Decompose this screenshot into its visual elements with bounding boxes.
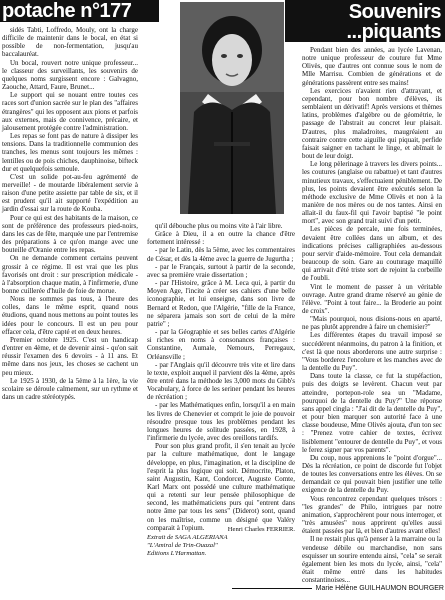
paragraph: - par l'Histoire, grâce à M. Leca qui, à partir du Moyen Age, l'incite à créer ses cahiers d'une belle iconographie, et lui enseigne, dans son livre de Bernard et Redon, que l'Algérie, "fille de la France, ne séparera jamais son sort de celui de la mère patrie" ; — [147, 279, 295, 328]
paragraph: On ne demande comment certains peuvent grossir à ce régime. Il est vrai que les plus favorisés ont droit : sur prescription médicale - à l'absorption chaque matin, à l'infirmerie, d'une bonne cuillerée d'huile de foie de morue. — [2, 254, 138, 295]
paragraph: Nous ne sommes pas tous, à l'heure des colles, dans le même esprit, quand nous étudions, quand nous mettons au point toutes les idées pour le concours. Il est un peu pour effacer cela, d'être capté et en deux heures. — [2, 295, 138, 336]
paragraph: qu'il débouche plus ou moins vite à l'air libre. — [155, 222, 283, 230]
paragraph: - par le Latin, dès la 5ème, avec les commentaires de César, et dès la 4ème avec la guerre de Jugurtha ; — [147, 246, 295, 263]
paragraph: Les exercices n'avaient rien d'attrayant, et cependant, pour bon nombre d'élèves, ils semblaient un dérivatif! Après versions et thèmes latins, problèmes d'algèbre ou de géométrie, le passage de l'abstrait au concret leur plaisait. D'autres, plus maladroites, maugréaient au contraire contre cette aiguille qui piquait, perfide faisait saigner en tachant le linge, et abîmait le bout de leur doigt. — [302, 86, 442, 161]
credit-source: Extrait de SAGA ALGERIANA — [147, 534, 228, 541]
credit-publisher: Editions L'Harmattan. — [147, 550, 207, 557]
paragraph: Du coup, nous apprenions le "point d'orgue"... Dès la récréation, ce point de discorde fut l'objet de toutes les conversations entre les élèves. On se demandait ce qui pouvait bien justifier une telle exigence de la dentelle du Puy. — [302, 453, 442, 495]
paragraph: Le long pèlerinage à travers les divers points... les coutures (anglaise ou rabattue) et tant d'autres minutieux travaux, s'effectuaient péniblement. De plus, les points devaient être exécutés selon la méthode exclusive de Mme Olivès et non à la manière de nos mères ou de nos tantes. Ainsi en allait-il du faux-fil qui l'avoir baptisé "le point mort", avec son grand trait suivi d'un petit. — [302, 160, 442, 226]
author-signature: Henri Charles FERRIER. — [227, 526, 295, 533]
paragraph: Les différentes étapes du travail imposé se succédèrent néanmoins, du patron à la finition, et c'est là que nous aborderons une autre surprise : "Vous borderez l'encolure et les manches avec de la dentelle du Puy". — [302, 331, 442, 373]
paragraph: Un bocal, rouvert notre unique professeur... le classeur des surveillants, les souvenirs de quelques noms surgissent encore : Galvagno, Zaouche, Attard, Faure, Brunet... — [2, 58, 138, 92]
paragraph: sidés Tabti, Loffredo, Mouly, ont la charge difficile de maintenir dans le bocal, en état si possible de non-fermentation, jusqu'au baccalauréat. — [2, 26, 138, 59]
footer-rule — [232, 588, 312, 589]
right-title-line-2: ...piquants — [346, 21, 441, 43]
paragraph: Les repas se font pas de nature à dissiper les tensions. Dans la traditionnelle communion des tranches, les menus sont toujours les mêmes : lentilles ou de pois chiches, dauphinoise, bifteck dur et quelquefois semoule. — [2, 132, 138, 173]
paragraph: Pour son plus grand profit, il s'en tenait au lycée par la culture mathématique, dont le langage développe, en plus, l'imagination, et la discipline de l'esprit la plus logique qui soit. Démocrite, Platon, saint Augustin, Kant, Condorcet, Auguste Comte, Karl Marx ont possédé une culture mathématique qui a retenti sur leur pensée philosophique de second, les mathématiciens purs qui "entrent dans notre âme par tous les sens" (Diderot) sont, quand on les maîtrise, comme un désigné que Valéry comparait à l'opium. — [147, 442, 295, 532]
left-column — [2, 26, 138, 582]
right-column — [302, 46, 442, 585]
paragraph: - par le Français, surtout à partir de la seconde, avec sa première vraie dissertation ; — [147, 262, 295, 279]
paragraph: Vous rencontrez cependant quelques trésors : "les grandes" de Philo, intrigues par notre animation, s'approchèrent pour nous interroger, et "très amusées" nous apprirent qu'elles aussi étaient passées par là, et bien d'autres avant elles! — [302, 494, 442, 536]
paragraph: Pendant bien des années, au lycée Lavenan, notre unique professeur de couture fut Mme Olivès, que d'autres ont connue sous le nom de Mlle Marrisu. Combien de générations et de générations passèrent entre ses mains! — [302, 46, 442, 87]
page-footer — [220, 585, 444, 597]
paragraph: Grâce à Dieu, il a en outre la chance d'être fortement intéressé : — [147, 230, 295, 247]
paragraph: Il ne restait plus qu'à penser à la marraine ou la vendeuse débile ou marchandise, non sans esquisser un sourire entendu ainsi, "cela" se serait également bien les mots du lycée, ainsi, "cela" était même entré dans les habitudes constantinoises... — [302, 535, 442, 585]
paragraph: - par l'Anglais qu'il découvre très vite et lire dans le texte, exploit auquel il parvient dès la 4ème, après être entré dans la méthode les 3,000 mots du Gibb's Vocabulary, à force de les seriner pendant les heures de récréation ; — [147, 360, 295, 402]
paragraph: - par les Mathématiques enfin, lorsqu'il a en main les livres de Chenevier et comprit le joie de pouvoir résoudre presque tous les problèmes pendant les longues heures de solitude passées, en 1928, à l'infirmerie du lycée, avec des oreillons tardifs. — [147, 401, 295, 443]
paragraph: "Mais pourquoi, nous disions-nous en aparté, ne pas plutôt apprendre à faire un chemisier?" — [302, 315, 442, 332]
paragraph: Premier octobre 1925. C'est un handicap d'entrer en 4ème, et de devenir ainsi - qu'on sait réussir l'examen des 6 devoirs - à 11 ans. Et même dans nos jeux, les choses se cachent un peu mieux. — [2, 335, 138, 377]
paragraph: Dans toute la classe, ce fut la stupéfaction, puis des doigts se levèrent. Chacun veut par atteindre, portepon-role sea un "Madame, pourquoi de la dentelle du Puy?" Une réponse sans appel cingla : "J'ai dit de la dentelle du Puy", et pour bien marquer son autorité face à une classe boudeuse, Mme Olivès ajouta, d'un ton sec : "Prenez votre cahier de textes, écrivez lisiblement "entourer de dentelle du Puy", et vous le ferez signer par vos parents". — [302, 372, 442, 454]
paragraph: - par la Géographie et ses belles cartes d'Algérie si riches en noms à consonances françaises : Constantine, Aumale, Nemours, Perregaux, Orléansville ; — [147, 328, 295, 361]
paragraph: Les pièces de percale, une fois terminées, devaient être collées dans un album, et des indications précises calligraphiées au-dessous pour servir d'aide-mémoire. Tout cela demandait beaucoup de soin. Gare au couturage maquillé qui arrivait d'été triste sort de rejoint la corbeille de l'oubli. — [302, 225, 442, 283]
paragraph: Pour ce qui est des habitants de la maison, ce sont de préférence des professeurs pied-noirs, dans les cas de fête, marquée une par l'entremise des préparations à ce qu'on mange avec une bouteille d'Oranie entre les repas. — [2, 213, 138, 255]
article-credit — [147, 526, 295, 558]
credit-book-title: "L'Amiral de Trin-Ouazal" — [147, 542, 218, 549]
portrait-photo — [180, 2, 284, 214]
left-article-title: potache n°177 — [0, 0, 159, 22]
portrait-illustration — [180, 2, 284, 214]
paragraph: Le support qui se nouant entre toutes ces races sort d'union sacrée sur le plan des "affaires étrangères" qui les opposent aux pions et parfois aux externes, mais de connivence, précaire, et jalousement protégée contre l'administration. — [2, 91, 138, 132]
paragraph: Le 1925 à 1930, de la 5ème à la 1ère, la vie scolaire se déroule calmement, sur un rythme et dans un cadre stéréotypés. — [2, 376, 138, 402]
paragraph: C'est un solide pot-au-feu agrémenté de merveille! - de moutarde libéralement servie à raison d'une petite assiette par table de six, et il est prudent qu'il ait supporté l'expédition au jardin d'essai sur la route de Kouba. — [2, 172, 138, 214]
footer-author: Marie Hélène GUILHAUMON BOURGER — [315, 585, 444, 592]
right-article-title — [285, 0, 445, 42]
right-title-line-1: Souvenirs — [348, 1, 441, 23]
paragraph: Vint le moment de passer à un véritable ouvrage. Autre grand drame réservé au génie de l'élève. "Point à tout faire... la Broderie au point de croix". — [302, 282, 442, 315]
